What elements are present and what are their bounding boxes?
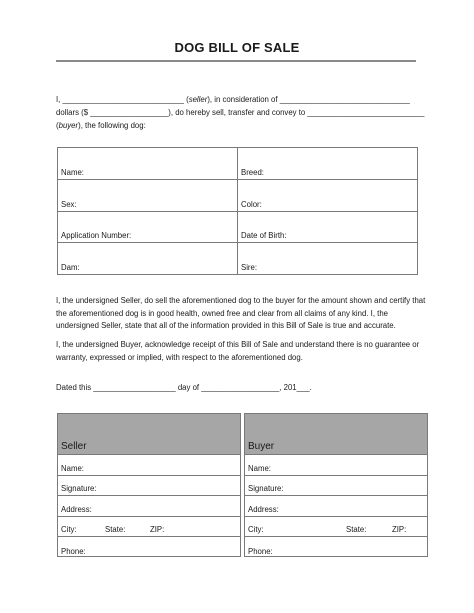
dog-color-field[interactable] [238,179,418,211]
intro-line-1 [56,93,426,106]
seller-panel [57,413,241,557]
dog-breed-label: Breed: [241,167,264,177]
dog-breed-field[interactable] [238,148,418,180]
buyer-address-label: Address: [248,504,279,514]
intro-line-1-a: I, ____________________________ ( [56,95,189,104]
buyer-label: buyer [58,121,79,130]
seller-label: seller [188,95,208,104]
seller-name-label: Name: [61,463,84,473]
dog-sex-label: Sex: [61,199,77,209]
dam-field[interactable] [58,243,238,275]
dog-sex-field[interactable] [58,179,238,211]
date-of-birth-label: Date of Birth: [241,231,287,241]
seller-city-label: City: [61,525,77,534]
dog-name-field[interactable] [58,148,238,180]
dog-name-label: Name: [61,167,84,177]
buyer-state-label: State: [346,525,367,534]
buyer-name-field[interactable] [245,455,427,476]
buyer-zip-label: ZIP: [392,525,407,534]
seller-city-state-zip-field[interactable] [58,517,240,538]
seller-state-label: State: [105,525,126,534]
seller-panel-header [58,414,240,455]
seller-address-field[interactable] [58,496,240,517]
buyer-signature-field[interactable] [245,476,427,497]
seller-phone-label: Phone: [61,546,86,556]
buyer-phone-label: Phone: [248,546,273,556]
seller-signature-field[interactable] [58,476,240,497]
buyer-panel-header [245,414,427,455]
document-title: DOG BILL OF SALE [174,40,300,55]
intro-line-3 [56,119,426,132]
buyer-city-state-zip-field[interactable] [245,517,427,538]
buyer-address-field[interactable] [245,496,427,517]
intro-line-3-a: ( [56,121,59,130]
table-row [58,211,418,243]
buyer-heading: Buyer [248,441,275,452]
application-number-label: Application Number: [61,231,132,241]
table-row [58,148,418,180]
intro-line-3-b: ), the following dog: [78,121,146,130]
seller-phone-field[interactable] [58,537,240,558]
seller-heading: Seller [61,441,87,452]
buyer-name-label: Name: [248,463,271,473]
dog-details-table [57,147,418,275]
buyer-panel [244,413,428,557]
intro-line-2: dollars ($ __________________), do hereby sell, transfer and convey to ___________________________ [56,108,425,117]
seller-zip-label: ZIP: [150,525,165,534]
table-row [58,243,418,275]
seller-address-label: Address: [61,504,92,514]
table-row [58,179,418,211]
seller-signature-label: Signature: [61,484,97,493]
dog-color-label: Color: [241,199,262,209]
seller-name-field[interactable] [58,455,240,476]
sire-label: Sire: [241,263,258,272]
intro-line-1-b: ), in consideration of ______________________________ [207,95,410,104]
date-of-birth-field[interactable] [238,211,418,243]
dated-line: Dated this ___________________ day of __________________, 201___. [56,383,312,392]
title-rule [56,60,416,62]
intro-block [56,93,426,132]
dam-label: Dam: [61,263,80,272]
buyer-acknowledgement-paragraph: I, the undersigned Buyer, acknowledge receipt of this Bill of Sale and understand there is no guarantee or warranty, expressed or implied, with respect to the aforementioned dog. [56,340,420,362]
application-number-field[interactable] [58,211,238,243]
seller-certification-paragraph: I, the undersigned Seller, do sell the aforementioned dog to the buyer for the amount shown and certify that the aforementioned dog is in good health, owned free and clear from all claims of any kind. I, the undersigned Seller, state that all of the information provided in this Bill of Sale is true and accurate. [56,296,426,330]
sire-field[interactable] [238,243,418,275]
buyer-signature-label: Signature: [248,484,284,493]
buyer-city-label: City: [248,525,264,534]
buyer-phone-field[interactable] [245,537,427,558]
